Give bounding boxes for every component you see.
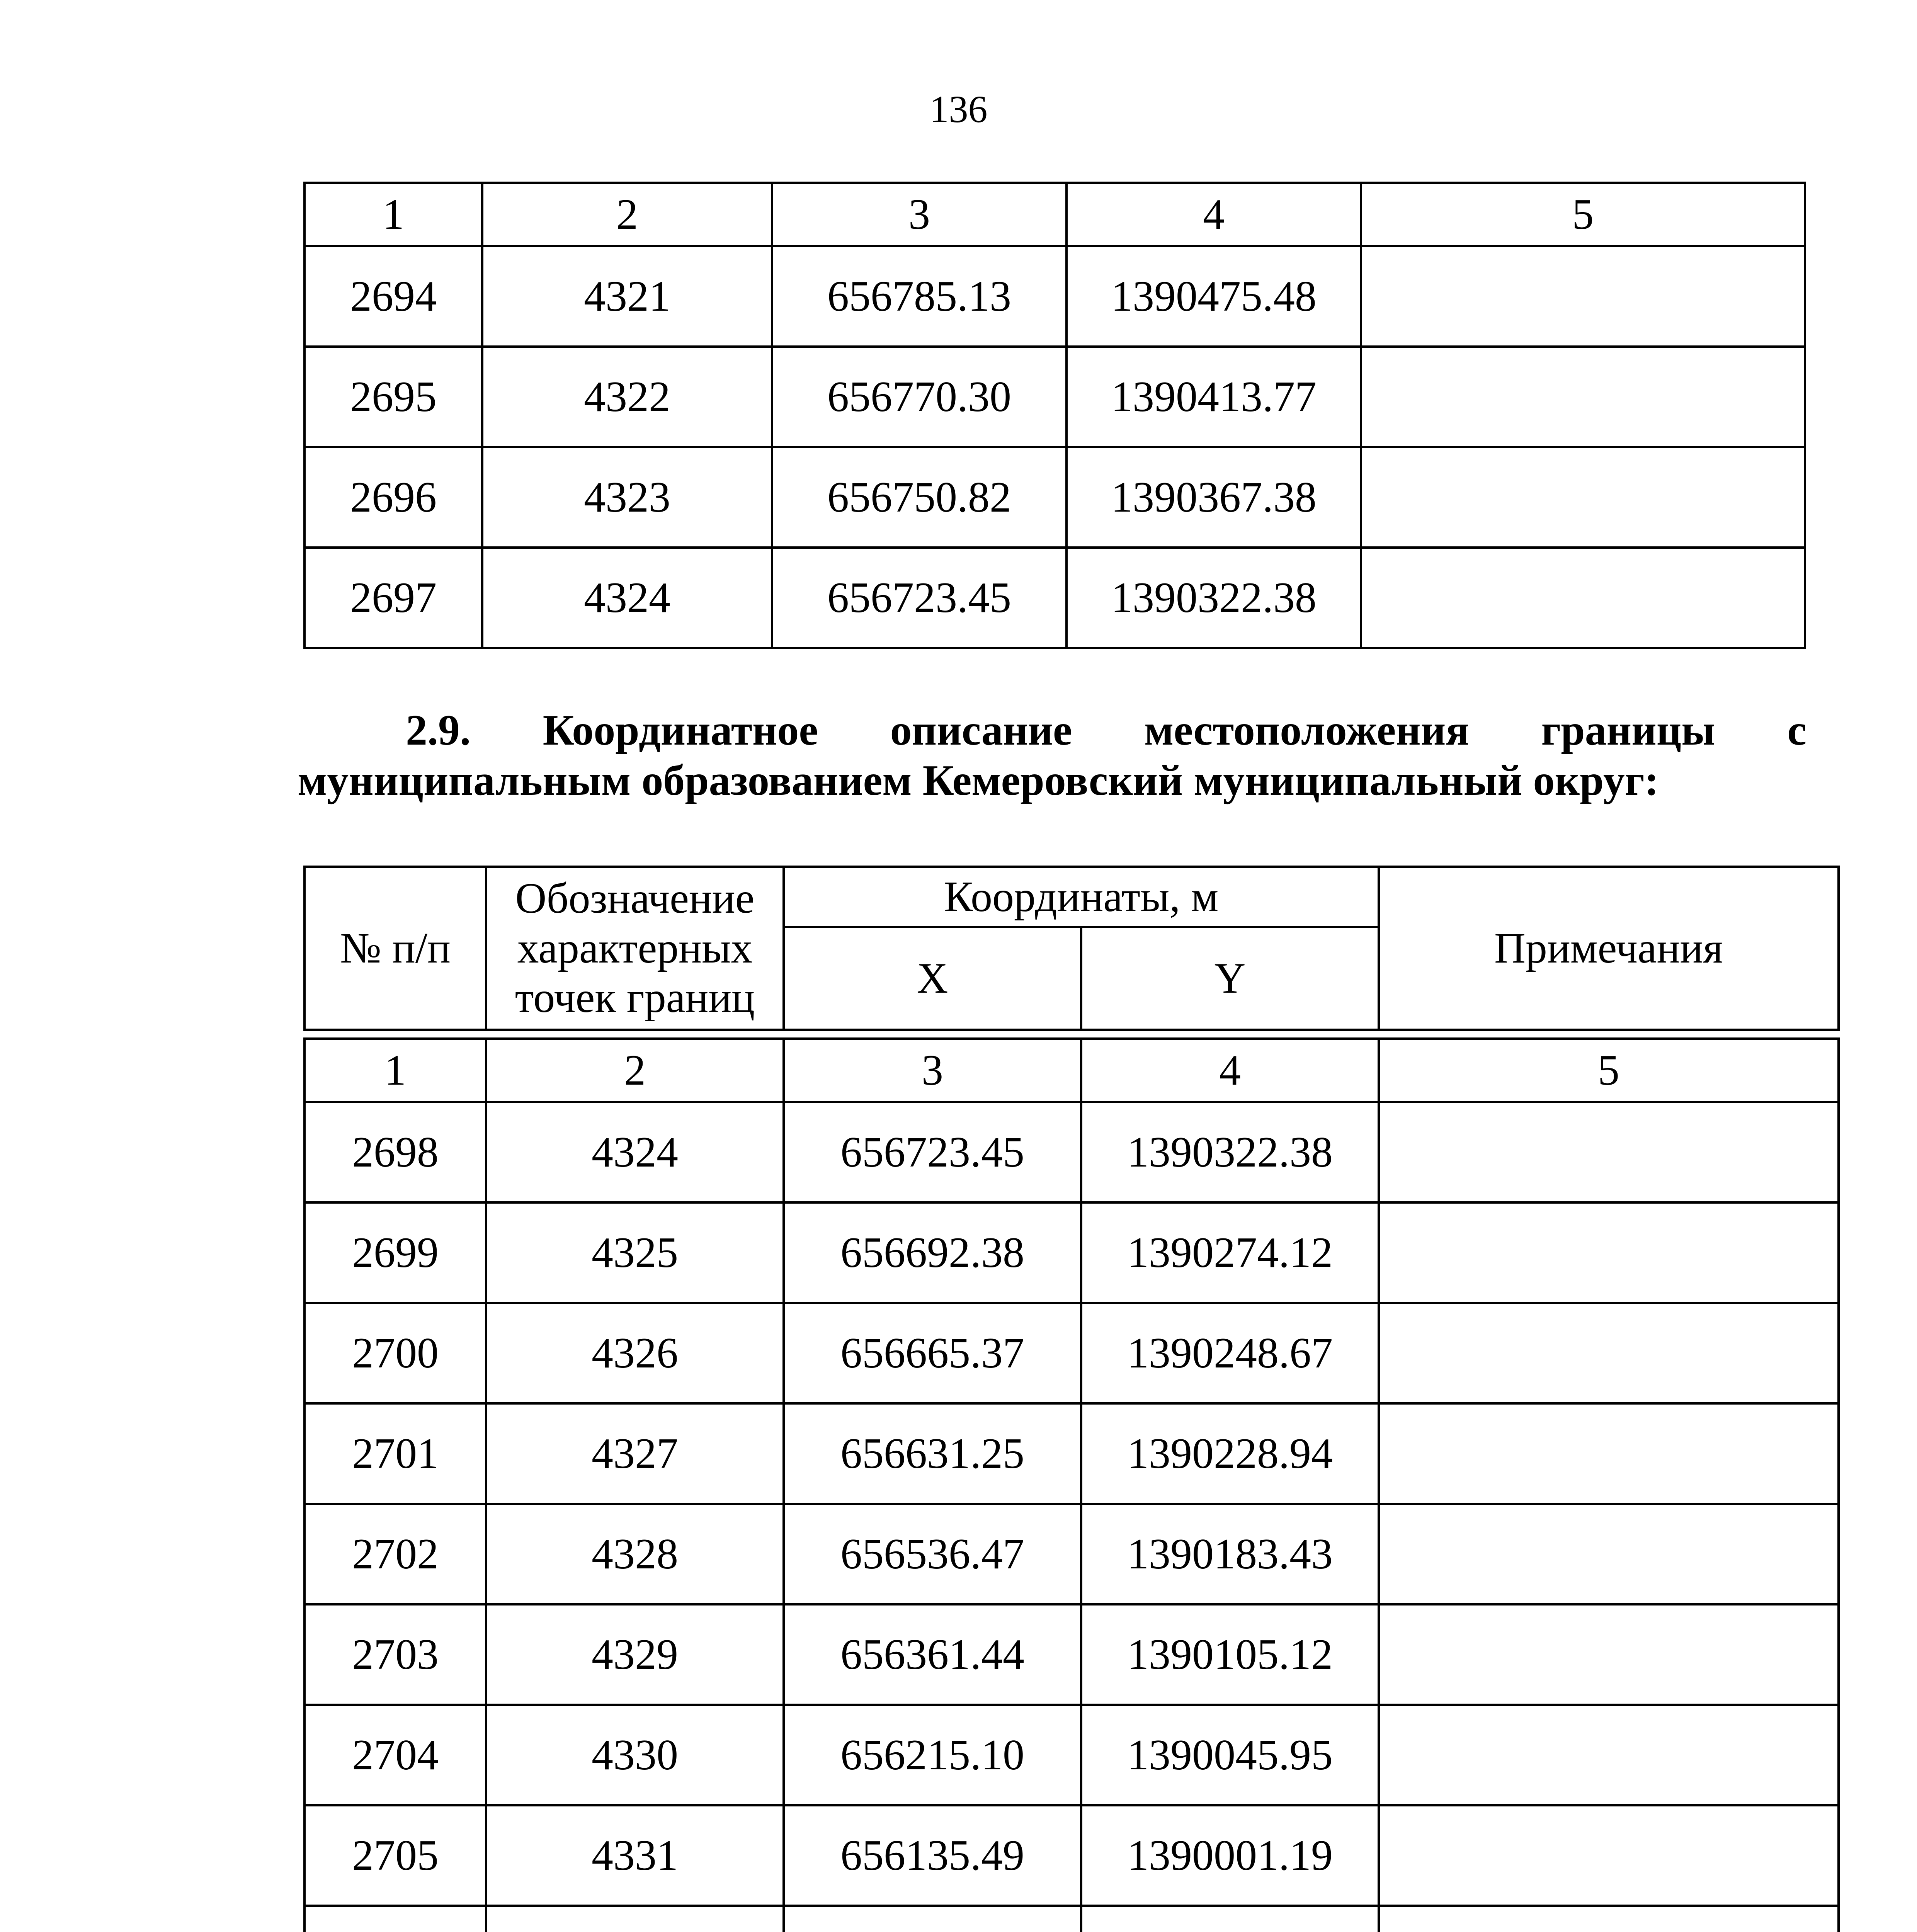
- table-cell: [1379, 1705, 1839, 1805]
- page-number: 136: [929, 88, 988, 131]
- table-cell: 4326: [486, 1303, 784, 1403]
- table-row: [304, 347, 1805, 447]
- table-row: [304, 447, 1805, 548]
- table-cell: 4323: [482, 447, 772, 548]
- table-cell: 2694: [304, 246, 482, 347]
- table-cell: 656536.47: [784, 1504, 1081, 1604]
- header-notes: Примечания: [1379, 867, 1839, 1030]
- table-cell: 1390183.43: [1081, 1504, 1379, 1604]
- column-index-cell: 4: [1067, 183, 1361, 246]
- table-cell: 656750.82: [772, 447, 1067, 548]
- table-cell: 656785.13: [772, 246, 1067, 347]
- table-cell: [1361, 347, 1805, 447]
- column-index-cell: 1: [304, 183, 482, 246]
- table-cell: 2699: [304, 1202, 486, 1303]
- column-index-cell: 4: [1081, 1039, 1379, 1102]
- coordinates-table-header: [303, 866, 1840, 1031]
- table-cell: 1390322.38: [1067, 548, 1361, 648]
- table-cell: [1379, 1805, 1839, 1906]
- table-cell: 4331: [486, 1805, 784, 1906]
- table-cell: 656135.49: [784, 1805, 1081, 1906]
- table-cell: 1390045.95: [1081, 1705, 1379, 1805]
- column-index-cell: 3: [784, 1039, 1081, 1102]
- table-row: [304, 548, 1805, 648]
- table-cell: 1390248.67: [1081, 1303, 1379, 1403]
- table-cell: 2703: [304, 1604, 486, 1705]
- table-cell: 656723.45: [784, 1102, 1081, 1202]
- table-cell: 2705: [304, 1805, 486, 1906]
- column-index-row: [304, 1039, 1839, 1102]
- table-cell: 656723.45: [772, 548, 1067, 648]
- table-cell: 2700: [304, 1303, 486, 1403]
- table-cell: 1390274.12: [1081, 1202, 1379, 1303]
- header-number: № п/п: [304, 867, 486, 1030]
- header-y: Y: [1081, 927, 1379, 1030]
- table-cell: 656631.25: [784, 1403, 1081, 1504]
- table-cell: 4321: [482, 246, 772, 347]
- table-cell: 2704: [304, 1705, 486, 1805]
- column-index-row: [304, 183, 1805, 246]
- table-cell: [1361, 548, 1805, 648]
- table-cell: [1379, 1504, 1839, 1604]
- table-cell: [1379, 1303, 1839, 1403]
- table-cell: [1361, 447, 1805, 548]
- column-index-cell: 3: [772, 183, 1067, 246]
- header-coordinates: Координаты, м: [784, 867, 1379, 927]
- section-heading-line2: муниципальным образованием Кемеровский муниципальный округ:: [298, 757, 1659, 804]
- table-row: [304, 1906, 1839, 1932]
- table-cell: 4327: [486, 1403, 784, 1504]
- table-cell: 2695: [304, 347, 482, 447]
- table-cell: 4324: [486, 1102, 784, 1202]
- table-row: [304, 1705, 1839, 1805]
- column-index-cell: 5: [1379, 1039, 1839, 1102]
- table-cell: 2698: [304, 1102, 486, 1202]
- table-row: [304, 1403, 1839, 1504]
- table-cell: [1379, 1202, 1839, 1303]
- table-cell: [1081, 1906, 1379, 1932]
- coordinates-table-continued: [303, 182, 1806, 649]
- table-cell: [304, 1906, 486, 1932]
- table-cell: 4329: [486, 1604, 784, 1705]
- coordinates-table: [303, 1037, 1840, 1932]
- table-cell: 4324: [482, 548, 772, 648]
- table-cell: 2701: [304, 1403, 486, 1504]
- table-cell: 4330: [486, 1705, 784, 1805]
- table-cell: [1379, 1102, 1839, 1202]
- table-cell: [1379, 1604, 1839, 1705]
- column-index-cell: 5: [1361, 183, 1805, 246]
- table-cell: 2697: [304, 548, 482, 648]
- column-index-cell: 2: [486, 1039, 784, 1102]
- section-heading-line1: 2.9. Координатное описание местоположения границы с: [406, 706, 1806, 754]
- table-cell: 656215.10: [784, 1705, 1081, 1805]
- header-designation: Обозначение характерных точек границ: [486, 867, 784, 1030]
- table-cell: 4325: [486, 1202, 784, 1303]
- table-cell: 2696: [304, 447, 482, 548]
- column-index-cell: 2: [482, 183, 772, 246]
- header-x: X: [784, 927, 1081, 1030]
- table-row: [304, 1504, 1839, 1604]
- table-cell: 4328: [486, 1504, 784, 1604]
- table-cell: [1379, 1403, 1839, 1504]
- table-cell: 656770.30: [772, 347, 1067, 447]
- table-cell: [1379, 1906, 1839, 1932]
- table-cell: 4322: [482, 347, 772, 447]
- table-row: [304, 1604, 1839, 1705]
- table-cell: [486, 1906, 784, 1932]
- table-row: [304, 1303, 1839, 1403]
- table-row: [304, 246, 1805, 347]
- table-cell: [1361, 246, 1805, 347]
- table-cell: 1390475.48: [1067, 246, 1361, 347]
- table-row: [304, 1202, 1839, 1303]
- table-cell: 656361.44: [784, 1604, 1081, 1705]
- table-cell: 656692.38: [784, 1202, 1081, 1303]
- table-cell: 1390105.12: [1081, 1604, 1379, 1705]
- section-heading: [298, 705, 1806, 806]
- table-row: [304, 1805, 1839, 1906]
- table-cell: 1390001.19: [1081, 1805, 1379, 1906]
- column-index-cell: 1: [304, 1039, 486, 1102]
- table-cell: 1390228.94: [1081, 1403, 1379, 1504]
- table-row: [304, 1102, 1839, 1202]
- table-cell: [784, 1906, 1081, 1932]
- table-cell: 656665.37: [784, 1303, 1081, 1403]
- table-cell: 2702: [304, 1504, 486, 1604]
- table-cell: 1390367.38: [1067, 447, 1361, 548]
- table-cell: 1390413.77: [1067, 347, 1361, 447]
- table-cell: 1390322.38: [1081, 1102, 1379, 1202]
